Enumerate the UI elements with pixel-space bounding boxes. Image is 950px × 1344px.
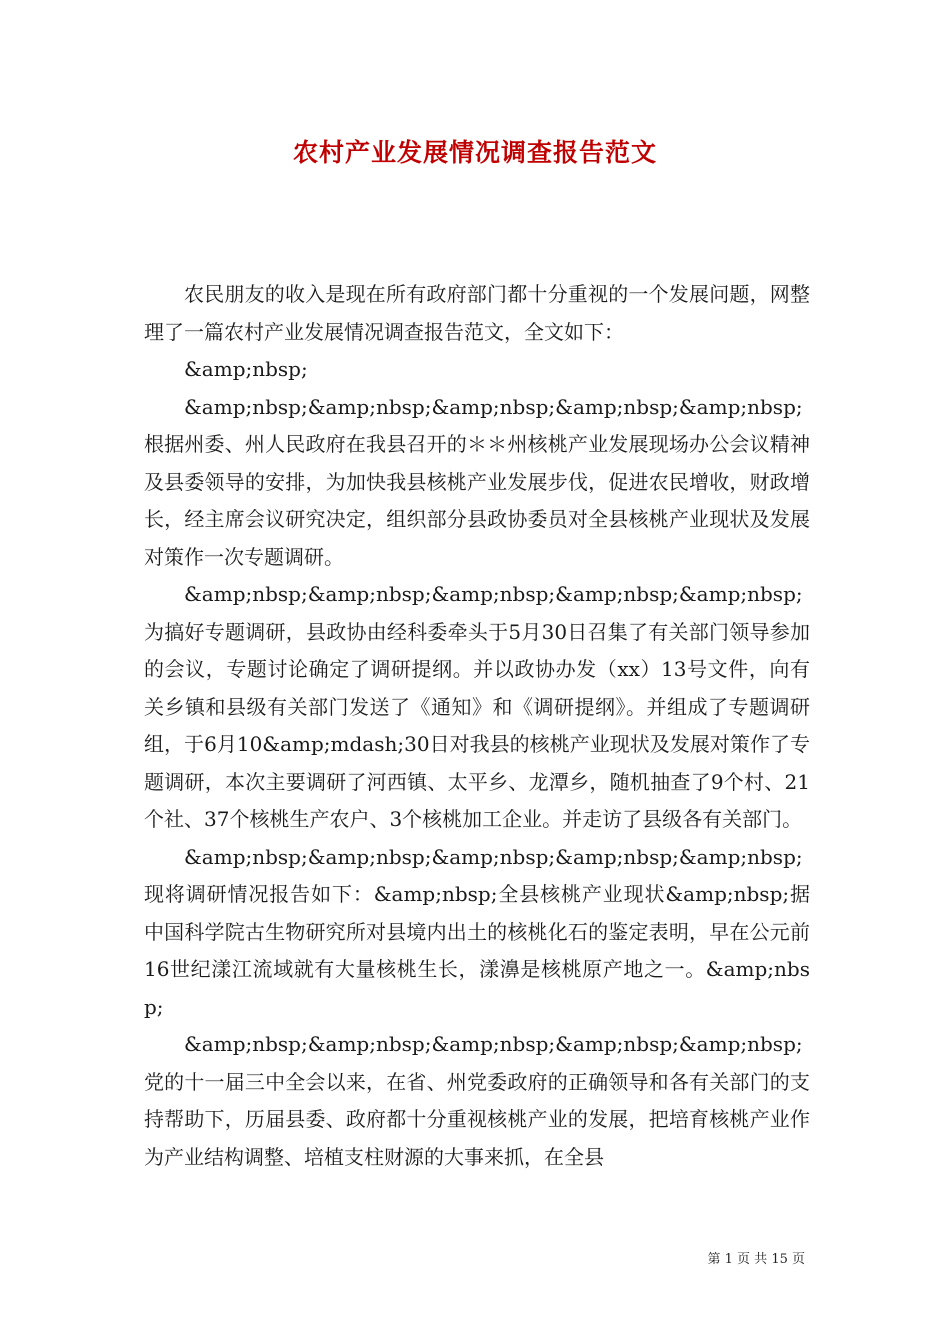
paragraph: &amp;nbsp; [184,357,308,381]
paragraph: &amp;nbsp;&amp;nbsp;&amp;nbsp;&amp;nbsp;&amp;nbsp;根据州委、州人民政府在我县召开的＊＊州核桃产业发展现场办公会议精神及县委领导的安排，为加快我县核桃产业发展步伐，促进农民增收，财政增长，经主席会议研究决定，组织部分县政协委员对全县核桃产业现状及发展对策作一次专题调研。 [144,394,810,569]
paragraph: &amp;nbsp;&amp;nbsp;&amp;nbsp;&amp;nbsp;&amp;nbsp;现将调研情况报告如下：&amp;nbsp;全县核桃产业现状&amp;nbsp;据中国科学院古生物研究所对县境内出土的核桃化石的鉴定表明，早在公元前16世纪漾江流域就有大量核桃生长，漾濞是核桃原产地之一。&amp;nbsp; [144,844,810,1019]
paragraph: &amp;nbsp;&amp;nbsp;&amp;nbsp;&amp;nbsp;&amp;nbsp;为搞好专题调研，县政协由经科委牵头于5月30日召集了有关部门领导参加的会议，专题讨论确定了调研提纲。并以政协办发（xx）13号文件，向有关乡镇和县级有关部门发送了《通知》和《调研提纲》。并组成了专题调研组，于6月10&amp;mdash;30日对我县的核桃产业现状及发展对策作了专题调研，本次主要调研了河西镇、太平乡、龙潭乡，随机抽查了9个村、21个社、37个核桃生产农户、3个核桃加工企业。并走访了县级各有关部门。 [144,582,810,831]
paragraph: 农民朋友的收入是现在所有政府部门都十分重视的一个发展问题，网整理了一篇农村产业发展情况调查报告范文，全文如下： [144,282,810,344]
page-number-footer: 第 1 页 共 15 页 [707,1252,805,1267]
document-body [144,276,810,1176]
document-title: 农村产业发展情况调查报告范文 [292,138,657,167]
paragraph: &amp;nbsp;&amp;nbsp;&amp;nbsp;&amp;nbsp;&amp;nbsp;党的十一届三中全会以来，在省、州党委政府的正确领导和各有关部门的支持帮助下，历届县委、政府都十分重视核桃产业的发展，把培育核桃产业作为产业结构调整、培植支柱财源的大事来抓，在全县 [144,1032,810,1169]
